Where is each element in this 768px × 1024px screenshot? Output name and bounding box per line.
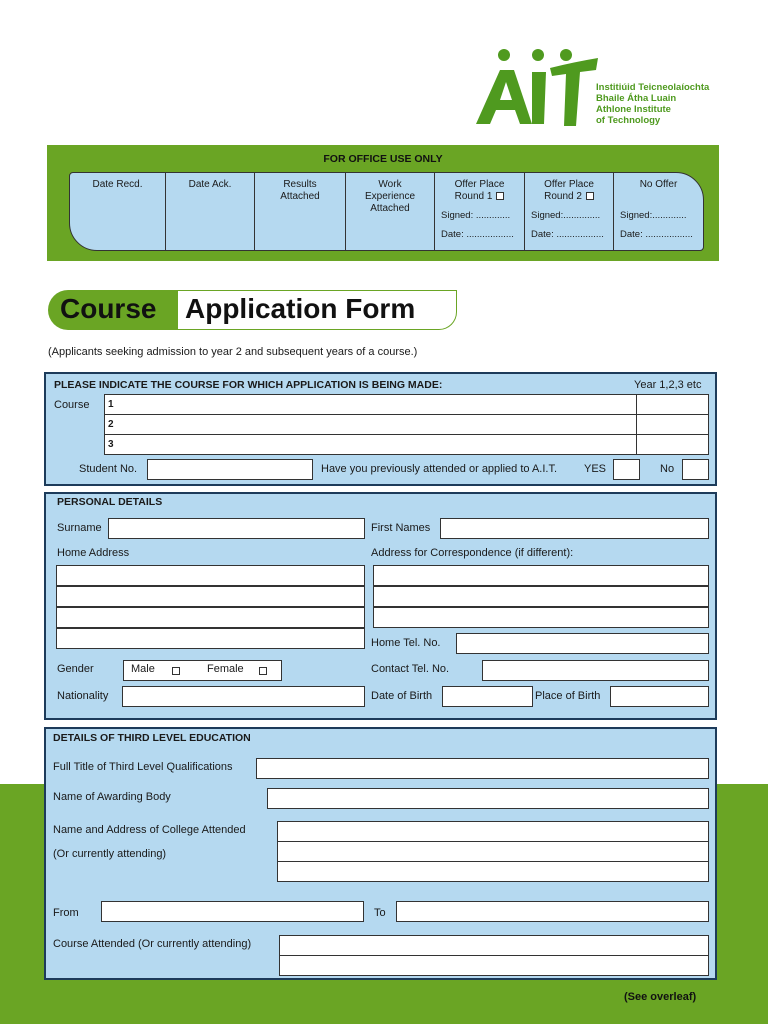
correspondence-line-2[interactable] — [373, 586, 709, 607]
office-col-results[interactable]: Results Attached — [255, 173, 346, 250]
course-attended-label: Course Attended (Or currently attending) — [53, 938, 252, 950]
male-checkbox[interactable] — [172, 667, 180, 675]
logo-line-3: Athlone Institute — [596, 104, 671, 115]
contact-tel-input[interactable] — [482, 660, 709, 681]
course-heading: PLEASE INDICATE THE COURSE FOR WHICH APPLICATION IS BEING MADE: — [54, 379, 443, 391]
course-field-2[interactable]: 2 — [104, 414, 637, 435]
course-year-1[interactable] — [636, 394, 709, 415]
office-col-date-recd[interactable]: Date Recd. — [70, 173, 166, 250]
round2-checkbox[interactable] — [586, 192, 594, 200]
student-no-label: Student No. — [79, 463, 138, 475]
see-overleaf: (See overleaf) — [624, 991, 697, 1003]
home-address-line-1[interactable] — [56, 565, 365, 586]
first-names-input[interactable] — [440, 518, 709, 539]
office-col-work-exp[interactable]: Work Experience Attached — [346, 173, 435, 250]
office-col-date-ack[interactable]: Date Ack. — [166, 173, 255, 250]
home-tel-input[interactable] — [456, 633, 709, 654]
course-year-3[interactable] — [636, 434, 709, 455]
college-label: Name and Address of College Attended — [53, 824, 246, 836]
office-col-no-offer[interactable]: No Offer Signed:............. Date: .................. — [620, 179, 693, 240]
college-sub-label: (Or currently attending) — [53, 848, 167, 860]
gender-box — [123, 660, 282, 681]
course-label: Course — [54, 399, 90, 411]
contact-tel-label: Contact Tel. No. — [371, 663, 450, 675]
college-line-1[interactable] — [277, 821, 709, 842]
surname-input[interactable] — [108, 518, 365, 539]
pob-input[interactable] — [610, 686, 709, 707]
female-checkbox[interactable] — [259, 667, 267, 675]
third-level-panel — [44, 727, 717, 980]
year-label: Year 1,2,3 etc — [634, 379, 702, 391]
surname-label: Surname — [57, 522, 102, 534]
college-line-2[interactable] — [277, 841, 709, 862]
yes-box[interactable] — [613, 459, 640, 480]
awarding-body-label: Name of Awarding Body — [53, 791, 171, 803]
correspondence-line-3[interactable] — [373, 607, 709, 628]
no-label: No — [660, 463, 675, 475]
course-attended-line-2[interactable] — [279, 955, 709, 976]
course-panel — [44, 372, 717, 486]
correspondence-line-1[interactable] — [373, 565, 709, 586]
home-address-line-4[interactable] — [56, 628, 365, 649]
dob-input[interactable] — [442, 686, 533, 707]
male-label: Male — [131, 663, 155, 675]
student-no-input[interactable] — [147, 459, 313, 480]
logo-line-4: of Technology — [596, 115, 661, 126]
full-title-label: Full Title of Third Level Qualifications — [53, 761, 233, 773]
home-address-label: Home Address — [57, 547, 130, 559]
to-input[interactable] — [396, 901, 709, 922]
home-address-line-2[interactable] — [56, 586, 365, 607]
home-tel-label: Home Tel. No. — [371, 637, 441, 649]
awarding-body-input[interactable] — [267, 788, 709, 809]
from-input[interactable] — [101, 901, 364, 922]
office-table — [69, 172, 704, 251]
correspondence-label: Address for Correspondence (if different): — [371, 547, 574, 559]
course-field-1[interactable]: 1 — [104, 394, 637, 415]
college-line-3[interactable] — [277, 861, 709, 882]
nationality-input[interactable] — [122, 686, 365, 707]
first-names-label: First Names — [371, 522, 431, 534]
third-level-heading: DETAILS OF THIRD LEVEL EDUCATION — [53, 732, 251, 744]
nationality-label: Nationality — [57, 690, 109, 702]
course-year-2[interactable] — [636, 414, 709, 435]
course-attended-line-1[interactable] — [279, 935, 709, 956]
logo-line-2: Bhaile Átha Luain — [596, 93, 677, 104]
personal-panel — [44, 492, 717, 720]
course-field-3[interactable]: 3 — [104, 434, 637, 455]
home-address-line-3[interactable] — [56, 607, 365, 628]
office-col-round2[interactable]: Offer Place Round 2 Signed:.............. Date: .................. — [525, 173, 614, 250]
title-course: Course — [60, 293, 157, 324]
female-label: Female — [207, 663, 244, 675]
yes-label: YES — [584, 463, 607, 475]
personal-heading: PERSONAL DETAILS — [57, 496, 163, 508]
to-label: To — [374, 907, 386, 919]
office-title: FOR OFFICE USE ONLY — [323, 153, 443, 165]
full-title-input[interactable] — [256, 758, 709, 779]
logo-line-1: Institiúid Teicneolaíochta — [596, 82, 710, 93]
gender-label: Gender — [57, 663, 94, 675]
title-application-form: Application Form — [185, 293, 416, 324]
form-subtitle: (Applicants seeking admission to year 2 and subsequent years of a course.) — [48, 346, 418, 358]
attended-label: Have you previously attended or applied to A.I.T. — [321, 463, 558, 475]
round1-checkbox[interactable] — [496, 192, 504, 200]
pob-label: Place of Birth — [535, 690, 601, 702]
from-label: From — [53, 907, 79, 919]
form-title — [48, 290, 458, 330]
dob-label: Date of Birth — [371, 690, 433, 702]
no-box[interactable] — [682, 459, 709, 480]
office-col-round1[interactable]: Offer Place Round 1 Signed: ............. Date: .................. — [435, 173, 525, 250]
office-use-box — [47, 145, 719, 261]
logo-text — [596, 82, 709, 126]
